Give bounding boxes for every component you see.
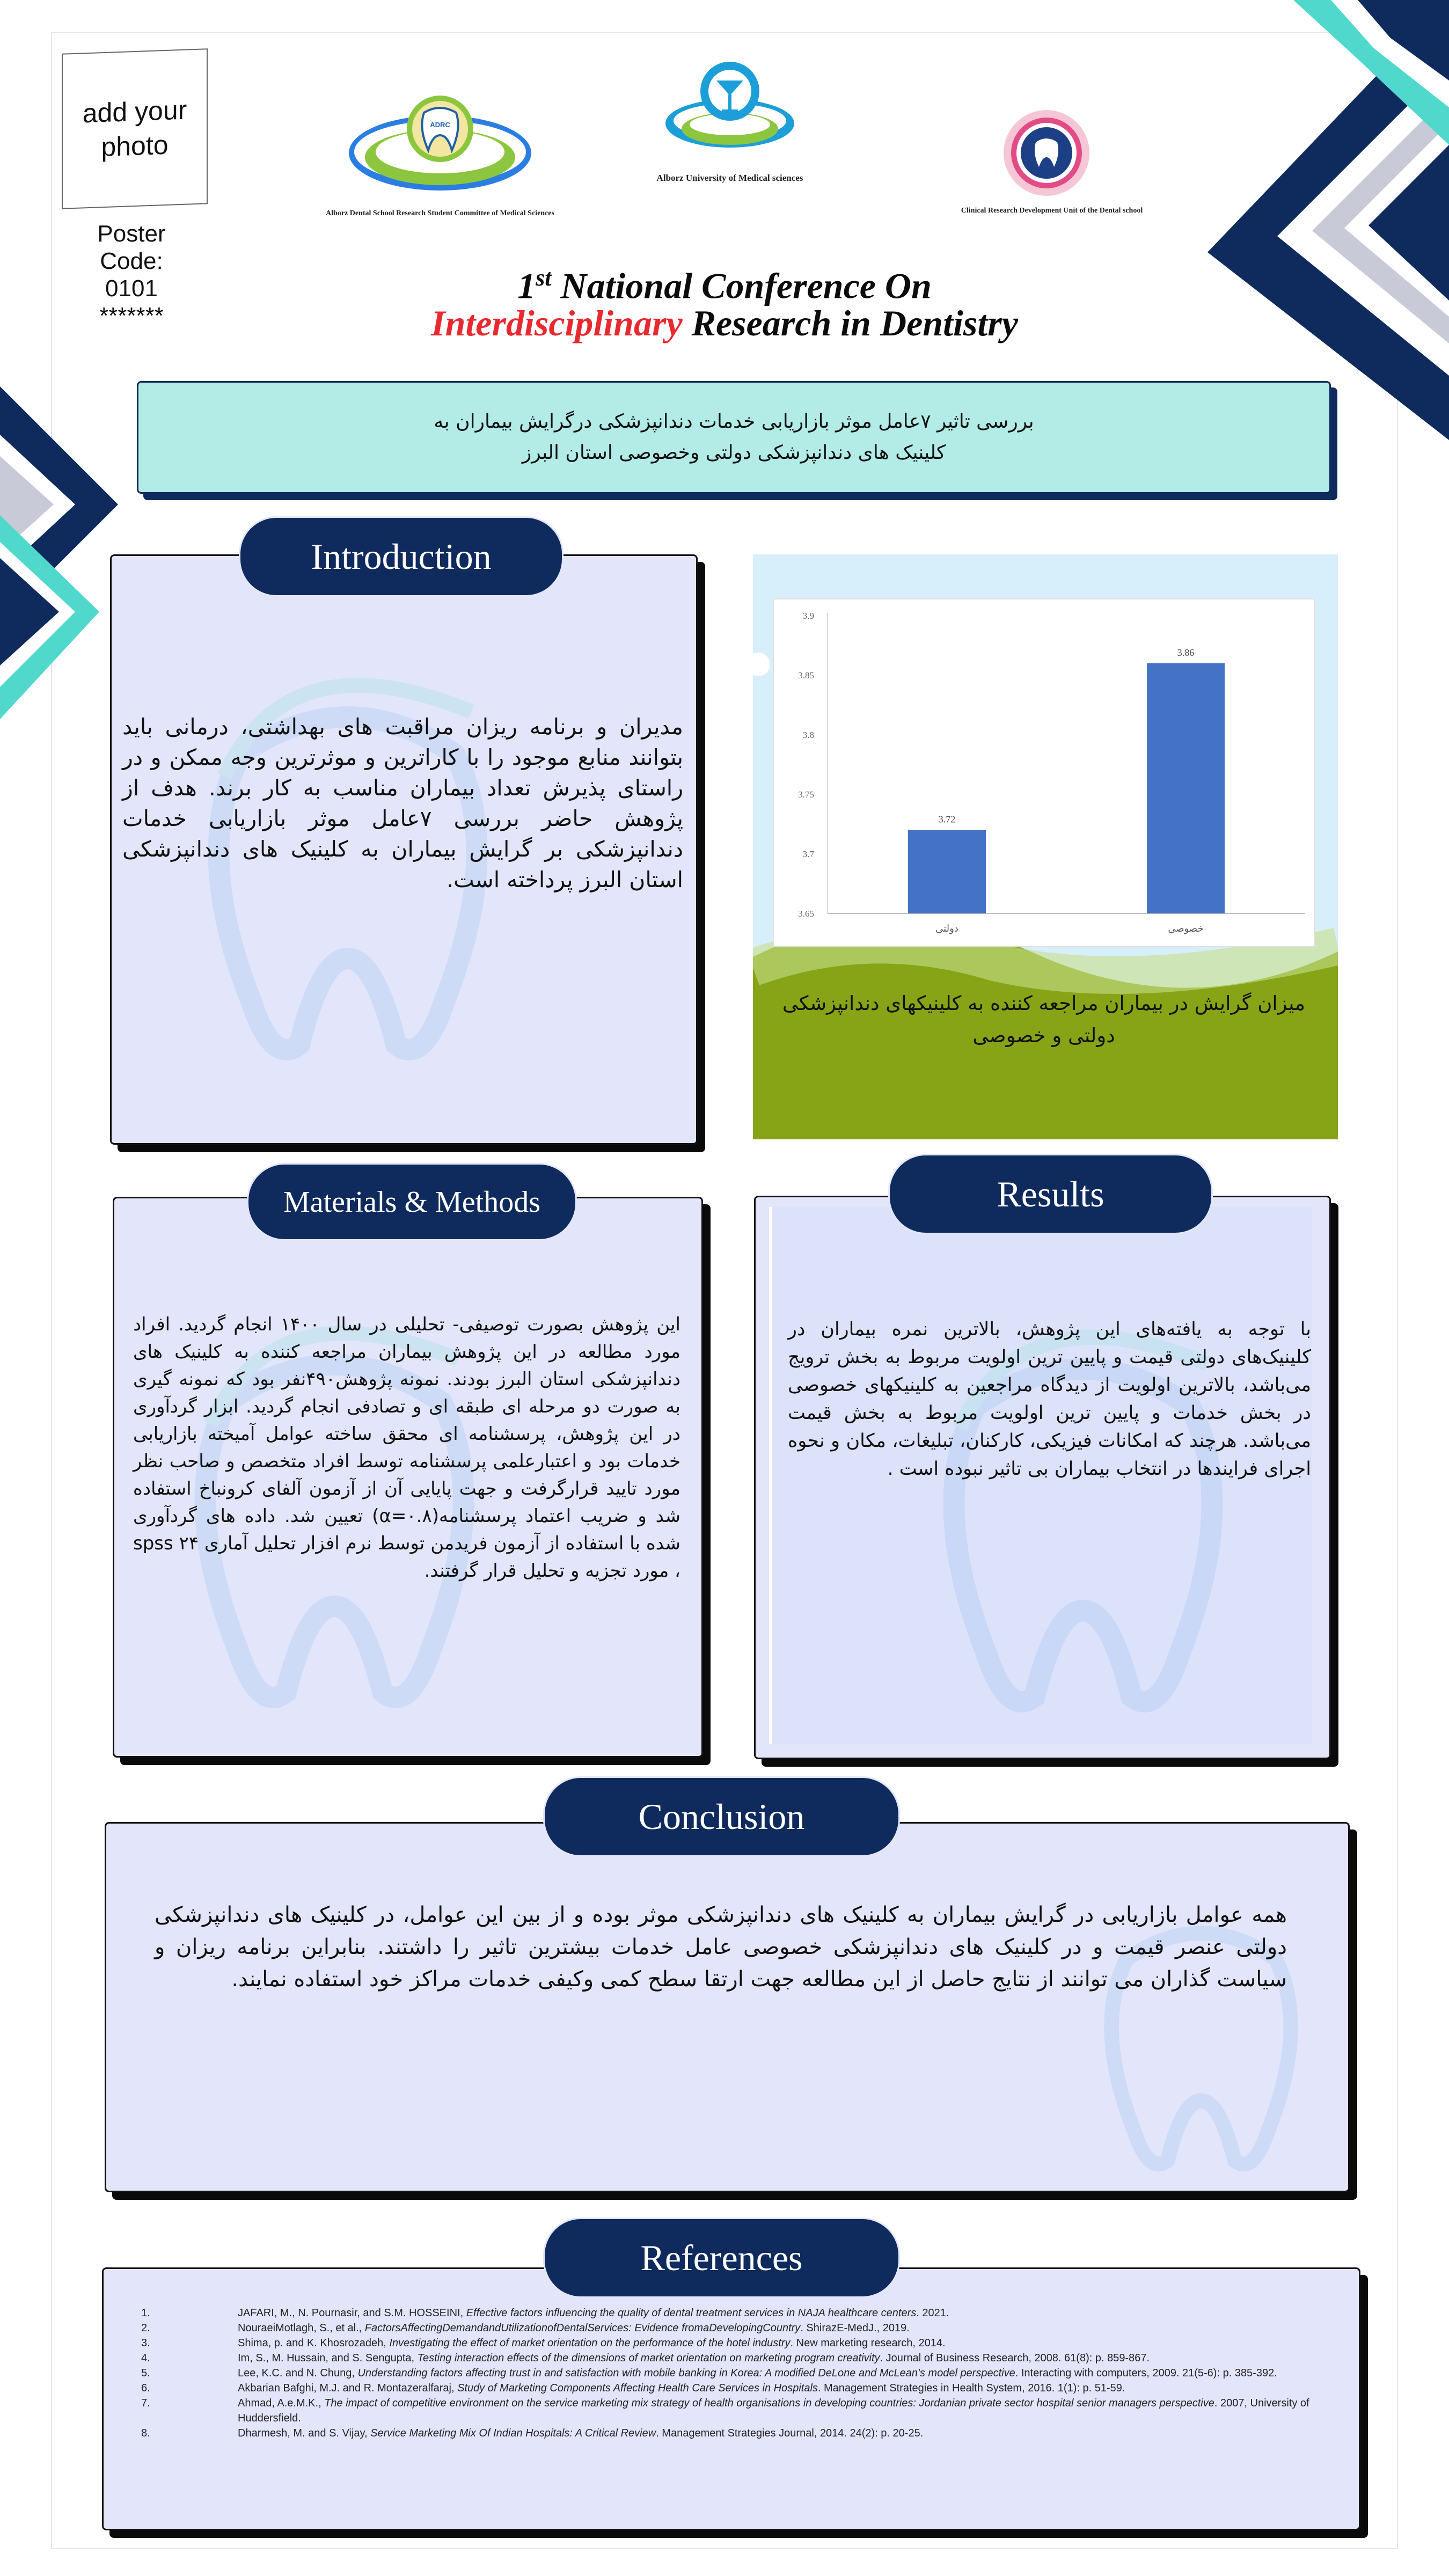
poster-code-mask: ******* [99, 303, 164, 329]
reference-number: 3. [141, 2337, 150, 2349]
methods-box [113, 1197, 703, 1758]
reference-source: . Management Strategies in Health System, 2016. 1(1): p. 51-59. [817, 2382, 1125, 2394]
reference-number: 7. [141, 2397, 150, 2409]
cup-logo-icon [628, 54, 832, 161]
bar [908, 830, 986, 913]
logo-right-caption: Clinical Research Development Unit of the Dental school [961, 207, 1143, 215]
conference-title-line2 [322, 302, 1127, 345]
reference-text [238, 2381, 1125, 2396]
reference-title: Study of Marketing Components Affecting Health Care Services in Hospitals [457, 2382, 818, 2394]
results-box [754, 1196, 1331, 1759]
reference-item [136, 2366, 1333, 2381]
chart-card [773, 598, 1315, 947]
conference-highlight: Interdisciplinary [431, 303, 683, 343]
poster-code [75, 220, 188, 330]
bar-chart [774, 599, 1316, 948]
dental-circle-logo-icon [950, 105, 1154, 201]
logo-left [326, 89, 554, 223]
reference-item [136, 2396, 1333, 2426]
reference-source: . Interacting with computers, 2009. 21(5-6): p. 385-392. [1015, 2367, 1277, 2379]
y-tick-label: 3.7 [802, 849, 814, 859]
reference-text [238, 2396, 1333, 2426]
reference-authors: Dharmesh, M. and S. Vijay, [238, 2427, 371, 2439]
introduction-body: مدیران و برنامه ریزان مراقبت های بهداشتی، درمانی باید بتوانند منابع موجود را با کاراترین و موثرترین وجه ممکن و در راستای پذیرش تعداد بیماران مناسب به کار برند. هدف از پژوهش حاضر بررسی ۷عامل موثر بازاریابی خدمات دندانپزشکی بر گرایش بیماران به کلینیک های دندانپزشکی استان البرز پرداخته است. [122, 714, 683, 892]
reference-text [238, 2306, 949, 2321]
reference-text [238, 2366, 1277, 2381]
y-tick-label: 3.85 [798, 670, 814, 680]
reference-item [136, 2426, 1333, 2441]
reference-source: . New marketing research, 2014. [790, 2337, 946, 2349]
references-box [102, 2267, 1360, 2530]
references-list [136, 2306, 1333, 2441]
reference-authors: JAFARI, M., N. Pournasir, and S.M. HOSSEINI, [238, 2307, 466, 2319]
introduction-box [110, 554, 698, 1145]
conclusion-box [105, 1822, 1350, 2192]
conference-ordinal: 1 [517, 265, 536, 306]
y-tick-label: 3.75 [798, 789, 814, 800]
left-decoration [0, 386, 129, 735]
results-heading: Results [888, 1154, 1213, 1234]
reference-authors: NouraeiMotlagh, S., et al., [238, 2322, 365, 2334]
reference-number: 2. [141, 2322, 150, 2334]
reference-source: . Management Strategies Journal, 2014. 24(2): p. 20-25. [656, 2427, 924, 2439]
bar-value-label: 3.86 [1177, 647, 1195, 658]
reference-item [136, 2336, 1333, 2351]
conclusion-heading: Conclusion [543, 1776, 900, 1857]
reference-text [238, 2426, 923, 2441]
reference-source: . 2007, University of Huddersfield. [238, 2397, 1309, 2424]
reference-item [136, 2306, 1333, 2321]
conference-ordinal-suffix: st [536, 265, 552, 291]
y-tick-label: 3.9 [802, 611, 814, 621]
references-heading: References [543, 2218, 900, 2298]
conference-line2-rest: Research in Dentistry [682, 303, 1018, 343]
reference-authors: Akbarian Bafghi, M.J. and R. Montazeralfaraj, [238, 2382, 458, 2394]
reference-title: FactorsAffectingDemandandUtilizationofDentalServices: Evidence fromaDevelopingCountry [364, 2322, 801, 2334]
y-tick-label: 3.8 [802, 730, 814, 740]
reference-title: The impact of competitive environment on the service marketing mix strategy of health organisations in developing countries: Jordanian private sector hospital senior managers perspective [324, 2397, 1214, 2409]
reference-title: Testing interaction effects of the dimensions of market orientation on marketing program creativity [417, 2352, 880, 2364]
reference-text [238, 2336, 946, 2351]
x-category-label: خصوصی [1168, 923, 1204, 934]
reference-number: 1. [141, 2307, 150, 2319]
poster-code-label: Poster Code: [97, 221, 166, 274]
chart-panel-dot [753, 646, 774, 683]
chart-caption: میزان گرایش در بیماران مراجعه کننده به کلینیکهای دندانپزشکی دولتی و خصوصی [782, 992, 1306, 1047]
reference-text [238, 2351, 1150, 2366]
reference-item [136, 2351, 1333, 2366]
reference-authors: Ahmad, A.e.M.K., [238, 2397, 325, 2409]
logo-right [950, 105, 1154, 228]
reference-title: Understanding factors affecting trust in and satisfaction with mobile banking in Korea: A modified DeLone and McLean's model perspective [357, 2367, 1015, 2379]
logo-center [628, 54, 832, 193]
reference-item [136, 2321, 1333, 2336]
poster-title-box [137, 381, 1331, 494]
y-tick-label: 3.65 [798, 909, 814, 919]
reference-title: Service Marketing Mix Of Indian Hospitals: A Critical Review [370, 2427, 656, 2439]
reference-authors: Shima, p. and K. Khosrozadeh, [238, 2337, 390, 2349]
bar [1147, 663, 1225, 913]
reference-item [136, 2381, 1333, 2396]
top-right-decoration [1197, 0, 1449, 440]
logo-center-caption: Alborz University of Medical sciences [656, 173, 803, 183]
reference-title: Effective factors influencing the quality of dental treatment services in NAJA healthcare centers [466, 2307, 917, 2319]
reference-number: 5. [141, 2367, 150, 2379]
introduction-heading: Introduction [239, 516, 564, 597]
logo-left-badge: ADRC [430, 121, 450, 129]
reference-authors: Lee, K.C. and N. Chung, [238, 2367, 358, 2379]
reference-number: 8. [141, 2427, 150, 2439]
x-category-label: دولتی [935, 923, 958, 934]
conference-line1-rest: National Conference On [551, 265, 932, 306]
bar-value-label: 3.72 [938, 814, 956, 825]
poster-code-value: 0101 [105, 275, 158, 302]
reference-source: . Journal of Business Research, 2008. 61(8): p. 859-867. [880, 2352, 1150, 2364]
conclusion-body: همه عوامل بازاریابی در گرایش بیماران به کلینیک های دندانپزشکی موثر بوده و از بین این عوامل، در کلینیک های دندانپزشکی دولتی عنصر قیمت و در کلینیک های دندانپزشکی خصوصی عامل خدمات بیشترین تاثیر را داشتند. بنابراین برنامه ریزان و سیاست گذاران می توانند از نتایج حاصل از این مطالعه جهت ارتقا سطح کمی وکیفی خدمات مراکز خود استفاده نمایند. [155, 1902, 1287, 1992]
reference-authors: Im, S., M. Hussain, and S. Sengupta, [238, 2352, 418, 2364]
conference-title-line1 [322, 257, 1127, 308]
results-body: با توجه به یافته‌های این پژوهش، بالاترین نمره بیماران در کلینیک‌های دولتی قیمت و پایین ترین اولویت مربوط به بخش ترویج می‌باشد، بالاترین اولویت از دیدگاه مراجعین به کلینیکهای خصوصی در بخش خدمات و پایین ترین اولویت مربوط به بخش قیمت می‌باشد. هرچند که امکانات فیزیکی، کارکنان، تبلیغات، مکان و نحوه اجرای فرایندها در انتخاب بیماران بی تاثیر نبوده است . [788, 1319, 1311, 1480]
reference-source: . 2021. [916, 2307, 949, 2319]
reference-number: 6. [141, 2382, 150, 2394]
photo-placeholder[interactable]: add your photo [62, 48, 208, 209]
methods-heading: Materials & Methods [247, 1163, 577, 1241]
reference-source: . ShirazE-MedJ., 2019. [800, 2322, 910, 2334]
reference-title: Investigating the effect of market orientation on the performance of the hotel industry [389, 2337, 791, 2349]
methods-body: این پژوهش بصورت توصیفی- تحلیلی در سال ۱۴۰۰ انجام گردید. افراد مورد مطالعه در این پژوهش بیماران مراجعه کننده به کلینیک های دندانپزشکی استان البرز بودند. نمونه پژوهش۴۹۰نفر بود که نمونه گیری به صورت دو مرحله ای طبقه ای و تصادفی انجام گردید. ابزار گردآوری در این پژوهش، پرسشنامه ای محقق ساخته عوامل آمیخته بازاریابی خدمات بود و اعتبارعلمی پرسشنامه توسط افراد متخصص و صاحب نظر مورد تایید قرارگرفت و جهت پایایی آن از آزمون آلفای کرونباخ استفاده شد و ضریب اعتماد پرسشنامه(α=۰.۸) تعیین شد. داده های گردآوری شده با استفاده از آزمون فریدمن توسط نرم افزار تحلیل آماری spss ۲۴ ، مورد تجزیه و تحلیل قرار گرفتند. [133, 1314, 680, 1582]
poster-title: بررسی تاثیر ۷عامل موثر بازاریابی خدمات دندانپزشکی درگرایش بیماران به کلینیک های دندانپزشکی دولتی وخصوصی استان البرز [434, 411, 1034, 464]
reference-number: 4. [141, 2352, 150, 2364]
logo-left-caption: Alborz Dental School Research Student Committee of Medical Sciences [326, 209, 554, 217]
tooth-logo-icon [343, 89, 537, 201]
reference-text [238, 2321, 910, 2336]
